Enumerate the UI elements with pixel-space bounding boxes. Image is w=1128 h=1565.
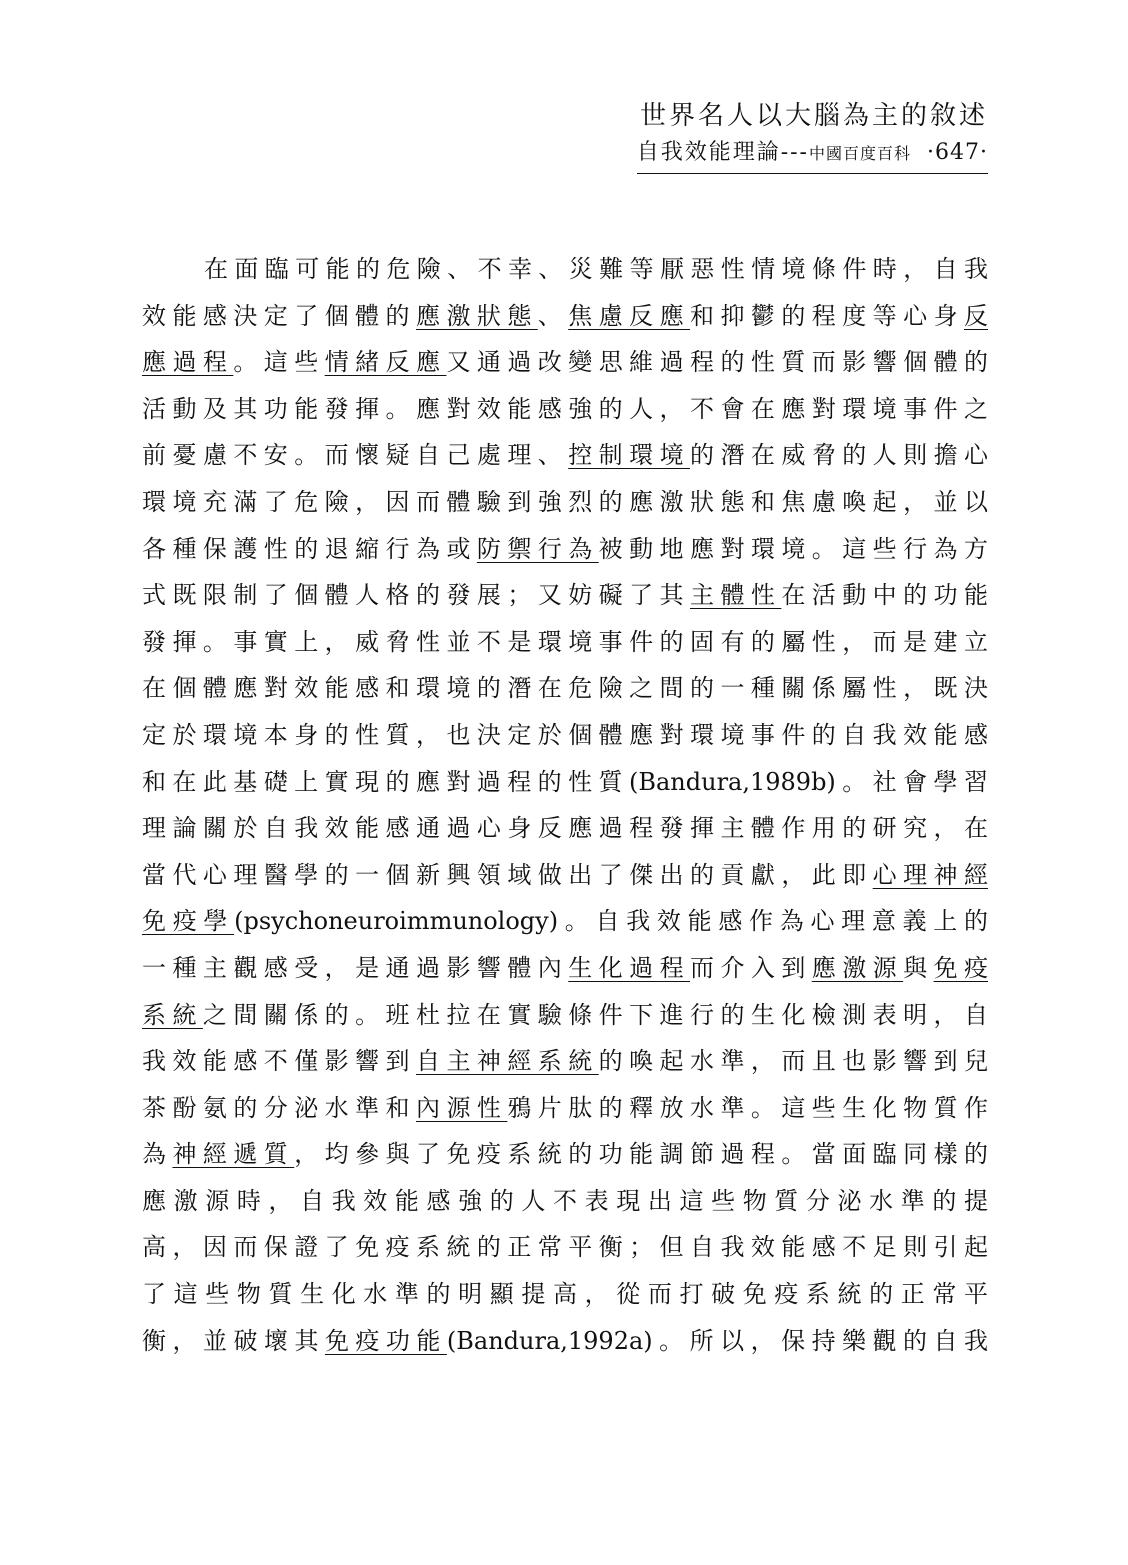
text-run: 又通過改變思維過程的性質而影響個體的: [446, 348, 988, 377]
underlined-term: 免疫: [933, 953, 988, 982]
chapter-line: [637, 136, 988, 174]
text-run: 之間關係的。班杜拉在實驗條件下進行的生化檢測表明，自: [202, 1000, 988, 1029]
text-line: [142, 902, 988, 949]
underlined-term: 反: [964, 301, 988, 330]
text-line: [142, 390, 988, 437]
text-run: 高，因而保證了免疫系統的正常平衡；但自我效能感不足則引起: [142, 1233, 988, 1262]
text-run: 在個體應對效能感和環境的潛在危險之間的一種關係屬性，既決: [142, 674, 988, 703]
text-line: [142, 483, 988, 530]
text-line: [142, 856, 988, 903]
text-run: 理論關於自我效能感通過心身反應過程發揮主體作用的研究，在: [142, 814, 988, 843]
text-line: [142, 1275, 988, 1322]
text-line: [142, 623, 988, 670]
text-line: [142, 576, 988, 623]
text-line: [142, 1135, 988, 1182]
text-run: 在活動中的功能: [781, 581, 988, 610]
text-line: [142, 716, 988, 763]
underlined-term: 免疫學: [142, 907, 235, 936]
page-number: ·647·: [927, 140, 988, 165]
text-run: 而介入到: [690, 953, 812, 982]
underlined-term: 生化過程: [568, 953, 691, 982]
chapter-source: 中國百度百科: [809, 144, 912, 163]
text-run: 式既限制了個體人格的發展；又妨礙了其: [142, 581, 690, 610]
underlined-term: 自主神經系統: [416, 1047, 599, 1076]
text-run: 前憂慮不安。而懷疑自己處理、: [142, 441, 569, 470]
text-line: [142, 763, 988, 810]
text-line: [142, 530, 988, 577]
underlined-term: 應激源: [811, 953, 904, 982]
text-run: 發揮。事實上，威脅性並不是環境事件的固有的屬性，而是建立: [142, 627, 988, 656]
text-run: (Bandura,1992a)。所以，保持樂觀的自我: [446, 1326, 988, 1355]
text-run: 鴉片肽的釋放水準。這些生化物質作: [507, 1093, 988, 1122]
underlined-term: 應過程: [142, 348, 234, 377]
text-run: 和抑鬱的程度等心身: [690, 301, 965, 330]
text-run: ，均參與了免疫系統的功能調節過程。當面臨同樣的: [294, 1140, 988, 1169]
text-run: 各種保護性的退縮行為或: [142, 534, 477, 563]
underlined-term: 心理神經: [872, 860, 988, 889]
text-run: 和在此基礎上實現的應對過程的性質(Bandura,1989b)。社會學習: [142, 767, 988, 796]
underlined-term: 控制環境: [568, 441, 691, 470]
text-line: [142, 1322, 988, 1369]
text-run: 我效能感不僅影響到: [142, 1047, 416, 1076]
text-line: [142, 1182, 988, 1229]
underlined-term: 防禦行為: [476, 534, 599, 563]
text-run: 、: [537, 301, 569, 330]
underlined-term: 內源性: [416, 1093, 508, 1122]
text-run: (psychoneuroimmunology)。自我效能感作為心理意義上的: [234, 907, 988, 936]
text-run: 活動及其功能發揮。應對效能感強的人，不會在應對環境事件之: [142, 394, 988, 423]
text-line: [142, 809, 988, 856]
body-paragraph: [142, 250, 988, 1368]
underlined-term: 免疫功能: [324, 1326, 447, 1355]
text-run: 的潛在威脅的人則擔心: [690, 441, 988, 470]
underlined-term: 情緒反應: [324, 348, 447, 377]
text-run: 效能感決定了個體的: [142, 301, 416, 330]
text-line: [142, 996, 988, 1043]
text-run: 環境充滿了危險，因而體驗到強烈的應激狀態和焦慮喚起，並以: [142, 487, 988, 516]
text-run: 被動地應對環境。這些行為方: [598, 534, 988, 563]
text-run: 應激源時，自我效能感強的人不表現出這些物質分泌水準的提: [142, 1186, 988, 1215]
underlined-term: 主體性: [690, 581, 782, 610]
text-line: [142, 343, 988, 390]
text-line: [142, 436, 988, 483]
text-run: 茶酚氨的分泌水準和: [142, 1093, 416, 1122]
text-run: 與: [903, 953, 934, 982]
text-line: [142, 949, 988, 996]
text-line: [142, 1228, 988, 1275]
underlined-term: 焦慮反應: [568, 301, 691, 330]
text-run: 為: [142, 1140, 173, 1169]
underlined-term: 神經遞質: [172, 1140, 295, 1169]
text-line: [142, 250, 988, 297]
text-line: [142, 1042, 988, 1089]
text-line: [142, 1089, 988, 1136]
underlined-term: 系統: [142, 1000, 203, 1029]
running-header: [637, 96, 988, 174]
text-run: 在面臨可能的危險、不幸、災難等厭惡性情境條件時，自我: [204, 255, 988, 283]
text-run: 。這些: [233, 348, 325, 377]
text-run: 衡，並破壞其: [142, 1326, 325, 1355]
book-title: 世界名人以大腦為主的敘述: [639, 101, 988, 131]
chapter-title: 自我效能理論---: [636, 140, 809, 165]
text-run: 一種主觀感受，是通過影響體內: [142, 953, 569, 982]
underlined-term: 應激狀態: [416, 301, 538, 330]
text-run: 了這些物質生化水準的明顯提高，從而打破免疫系統的正常平: [142, 1280, 988, 1309]
text-run: 定於環境本身的性質，也決定於個體應對環境事件的自我效能感: [142, 720, 988, 749]
text-run: 的喚起水準，而且也影響到兒: [598, 1047, 988, 1076]
text-line: [142, 669, 988, 716]
text-line: [142, 297, 988, 344]
text-run: 當代心理醫學的一個新興領域做出了傑出的貢獻，此即: [142, 860, 873, 889]
